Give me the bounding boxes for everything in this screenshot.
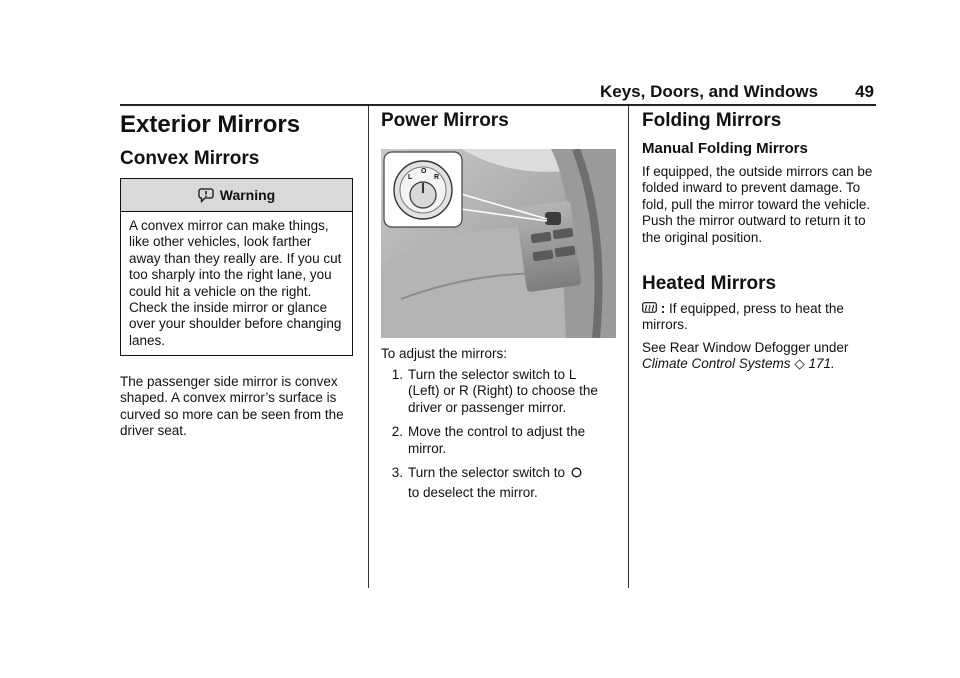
adjust-intro: To adjust the mirrors:	[381, 346, 508, 361]
selector-left-label: L	[408, 174, 413, 181]
see-reference	[642, 340, 874, 373]
step-text: Move the control to adjust the mirror.	[408, 424, 586, 456]
warning-text: A convex mirror can make things, like other vehicles, look farther away than they really are. If you cut too sharply into the right lane, you could hit a vehicle on the right. Check the inside mirror or glance over your shoulder before changing lanes.	[129, 218, 342, 348]
warning-header	[121, 179, 352, 212]
selector-right-label: R	[434, 174, 440, 181]
convex-mirrors-heading: Convex Mirrors	[120, 148, 260, 169]
step-text-continued: to deselect the mirror.	[408, 485, 538, 501]
folding-mirrors-heading: Folding Mirrors	[642, 110, 782, 131]
warning-label: Warning	[219, 187, 276, 203]
step-text: Turn the selector switch to L (Left) or R (Right) to choose the driver or passenger mirror.	[408, 367, 598, 415]
convex-paragraph: The passenger side mirror is convex shaped. A convex mirror’s surface is curved so more can be seen from the driver seat.	[120, 374, 344, 439]
step-number: 1.	[391, 367, 403, 382]
step-number: 3.	[391, 465, 403, 481]
selector-off-label: O	[421, 168, 427, 175]
page-number: 49	[855, 82, 874, 101]
folding-paragraph: If equipped, the outside mirrors can be folded inward to prevent damage. To fold, pull the mirror toward the vehicle. Push the mirror outward to return it to the original position.	[642, 164, 873, 245]
heated-mirror-icon	[642, 302, 657, 315]
heated-text: If equipped, press to heat the mirrors.	[642, 301, 844, 333]
page-ref-arrow-icon: ◇	[794, 356, 805, 372]
column-divider-1	[368, 106, 369, 588]
manual-folding-heading: Manual Folding Mirrors	[642, 140, 808, 157]
column-divider-2	[628, 106, 629, 588]
step-2	[381, 424, 611, 457]
step-number: 2.	[391, 424, 403, 440]
section-title: Keys, Doors, and Windows	[600, 82, 819, 101]
adjust-steps	[381, 367, 611, 510]
header-rule	[120, 104, 876, 106]
mirror-control-knob	[545, 212, 561, 225]
climate-control-link[interactable]: Climate Control Systems	[642, 356, 791, 372]
under-word: under	[813, 340, 849, 355]
step-3	[381, 465, 611, 502]
off-position-icon	[571, 467, 582, 478]
exterior-mirrors-heading: Exterior Mirrors	[120, 111, 301, 138]
mirror-control-photo	[381, 149, 616, 338]
power-mirrors-heading: Power Mirrors	[381, 110, 509, 131]
see-word: See	[642, 340, 667, 355]
step-1	[381, 367, 611, 416]
step-text: Turn the selector switch to	[408, 465, 566, 481]
heated-mirrors-heading: Heated Mirrors	[642, 273, 777, 294]
heated-paragraph: : If equipped, press to heat the mirrors.	[642, 301, 844, 333]
climate-control-page[interactable]: 171.	[808, 356, 835, 372]
running-header	[600, 82, 874, 102]
warning-box	[120, 178, 353, 356]
see-ref-title: Rear Window Defogger	[669, 340, 811, 355]
warning-icon	[198, 187, 214, 203]
